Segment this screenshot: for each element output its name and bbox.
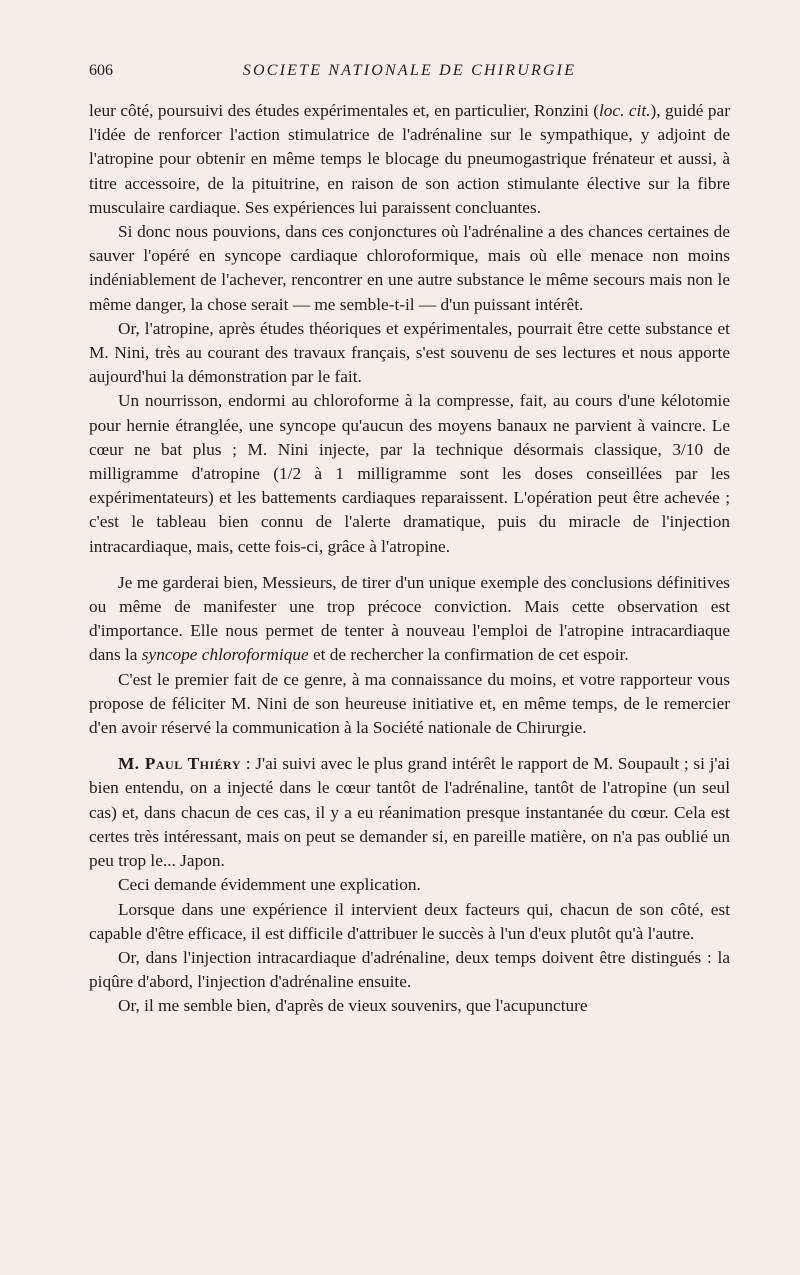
paragraph-11: Or, il me semble bien, d'après de vieux souvenirs, que l'acupuncture bbox=[118, 996, 588, 1016]
running-head: SOCIETE NATIONALE DE CHIRURGIE bbox=[242, 62, 577, 79]
speaker-name: M. Paul Thiéry bbox=[118, 754, 242, 774]
body-text bbox=[89, 99, 730, 1019]
page-number: 606 bbox=[89, 62, 113, 79]
paragraph-6: C'est le premier fait de ce genre, à ma connaissance du moins, et votre rapporteur vous propose de féliciter M. Nini de son heureuse initiative et, en même temps, de le remercier d'en avoir réservé la communication à la Société nationale de Chirurgie. bbox=[89, 669, 730, 738]
paragraph-1: leur côté, poursuivi des études expérimentales et, en particulier, Ronzini (loc. cit.), guidé par l'idée de renforcer l'action stimulatrice de l'adrénaline sur le sympathique, y adjoint de l'atropine pour obtenir en même temps le blocage du pneumogastrique frénateur et aussi, à titre accessoire, de la pituitrine, en raison de son action stimulante élective sur la fibre musculaire cardiaque. Ses expériences lui paraissent concluantes. bbox=[89, 101, 730, 217]
paragraph-8: Ceci demande évidemment une explication. bbox=[118, 875, 421, 895]
paragraph-9: Lorsque dans une expérience il intervient deux facteurs qui, chacun de son côté, est capable d'être efficace, il est difficile d'attribuer le succès à l'un d'eux plutôt qu'à l'autre. bbox=[89, 899, 730, 943]
paragraph-2: Si donc nous pouvions, dans ces conjonctures où l'adrénaline a des chances certaines de sauver l'opéré en syncope cardiaque chloroformique, mais où elle menace non moins indéniablement de l'achever, rencontrer en une autre substance le même secours mais non le même danger, la chose serait — me semble-t-il — d'un puissant intérêt. bbox=[89, 222, 730, 314]
paragraph-5: Je me garderai bien, Messieurs, de tirer d'un unique exemple des conclusions définitives ou même de manifester une trop précoce conviction. Mais cette observation est d'importance. Elle nous permet de tenter à nouveau l'emploi de l'atropine intracardiaque dans la syncope chloroformique et de rechercher la confirmation de cet espoir. bbox=[89, 572, 730, 665]
page-header bbox=[89, 62, 730, 84]
paragraph-7: M. Paul Thiéry : J'ai suivi avec le plus grand intérêt le rapport de M. Soupault ; si j'ai bien entendu, on a injecté dans le cœur tantôt de l'adrénaline, tantôt de l'atropine (un seul cas) et, dans chacun de ces cas, il y a eu réanimation presque instantanée du cœur. Cela est certes très intéressant, mais on peut se demander si, en pareille matière, on n'a pas oublié un peu trop le... Japon. bbox=[89, 754, 731, 871]
paragraph-3: Or, l'atropine, après études théoriques et expérimentales, pourrait être cette substance et M. Nini, très au courant des travaux français, s'est souvenu de ses lectures et nous apporte aujourd'hui la démonstration par le fait. bbox=[89, 318, 730, 387]
citation-italic: loc. cit. bbox=[598, 101, 651, 120]
emphasis-italic: syncope chloroformique bbox=[141, 645, 309, 665]
paragraph-10: Or, dans l'injection intracardiaque d'adrénaline, deux temps doivent être distingués : la piqûre d'abord, l'injection d'adrénaline ensuite. bbox=[89, 947, 730, 992]
paragraph-4: Un nourrisson, endormi au chloroforme à la compresse, fait, au cours d'une kélotomie pour hernie étranglée, une syncope qu'aucun des moyens banaux ne parvient à vaincre. Le cœur ne bat plus ; M. Nini injecte, par la technique désormais classique, 3/10 de milligramme d'atropine (1/2 à 1 milligramme sont les doses conseillées par les expérimentateurs) et les battements cardiaques reparaissent. L'opération peut être achevée ; c'est le tableau bien connu de l'alerte dramatique, puis du miracle de l'injection intracardiaque, mais, cette fois-ci, grâce à l'atropine. bbox=[89, 391, 730, 556]
